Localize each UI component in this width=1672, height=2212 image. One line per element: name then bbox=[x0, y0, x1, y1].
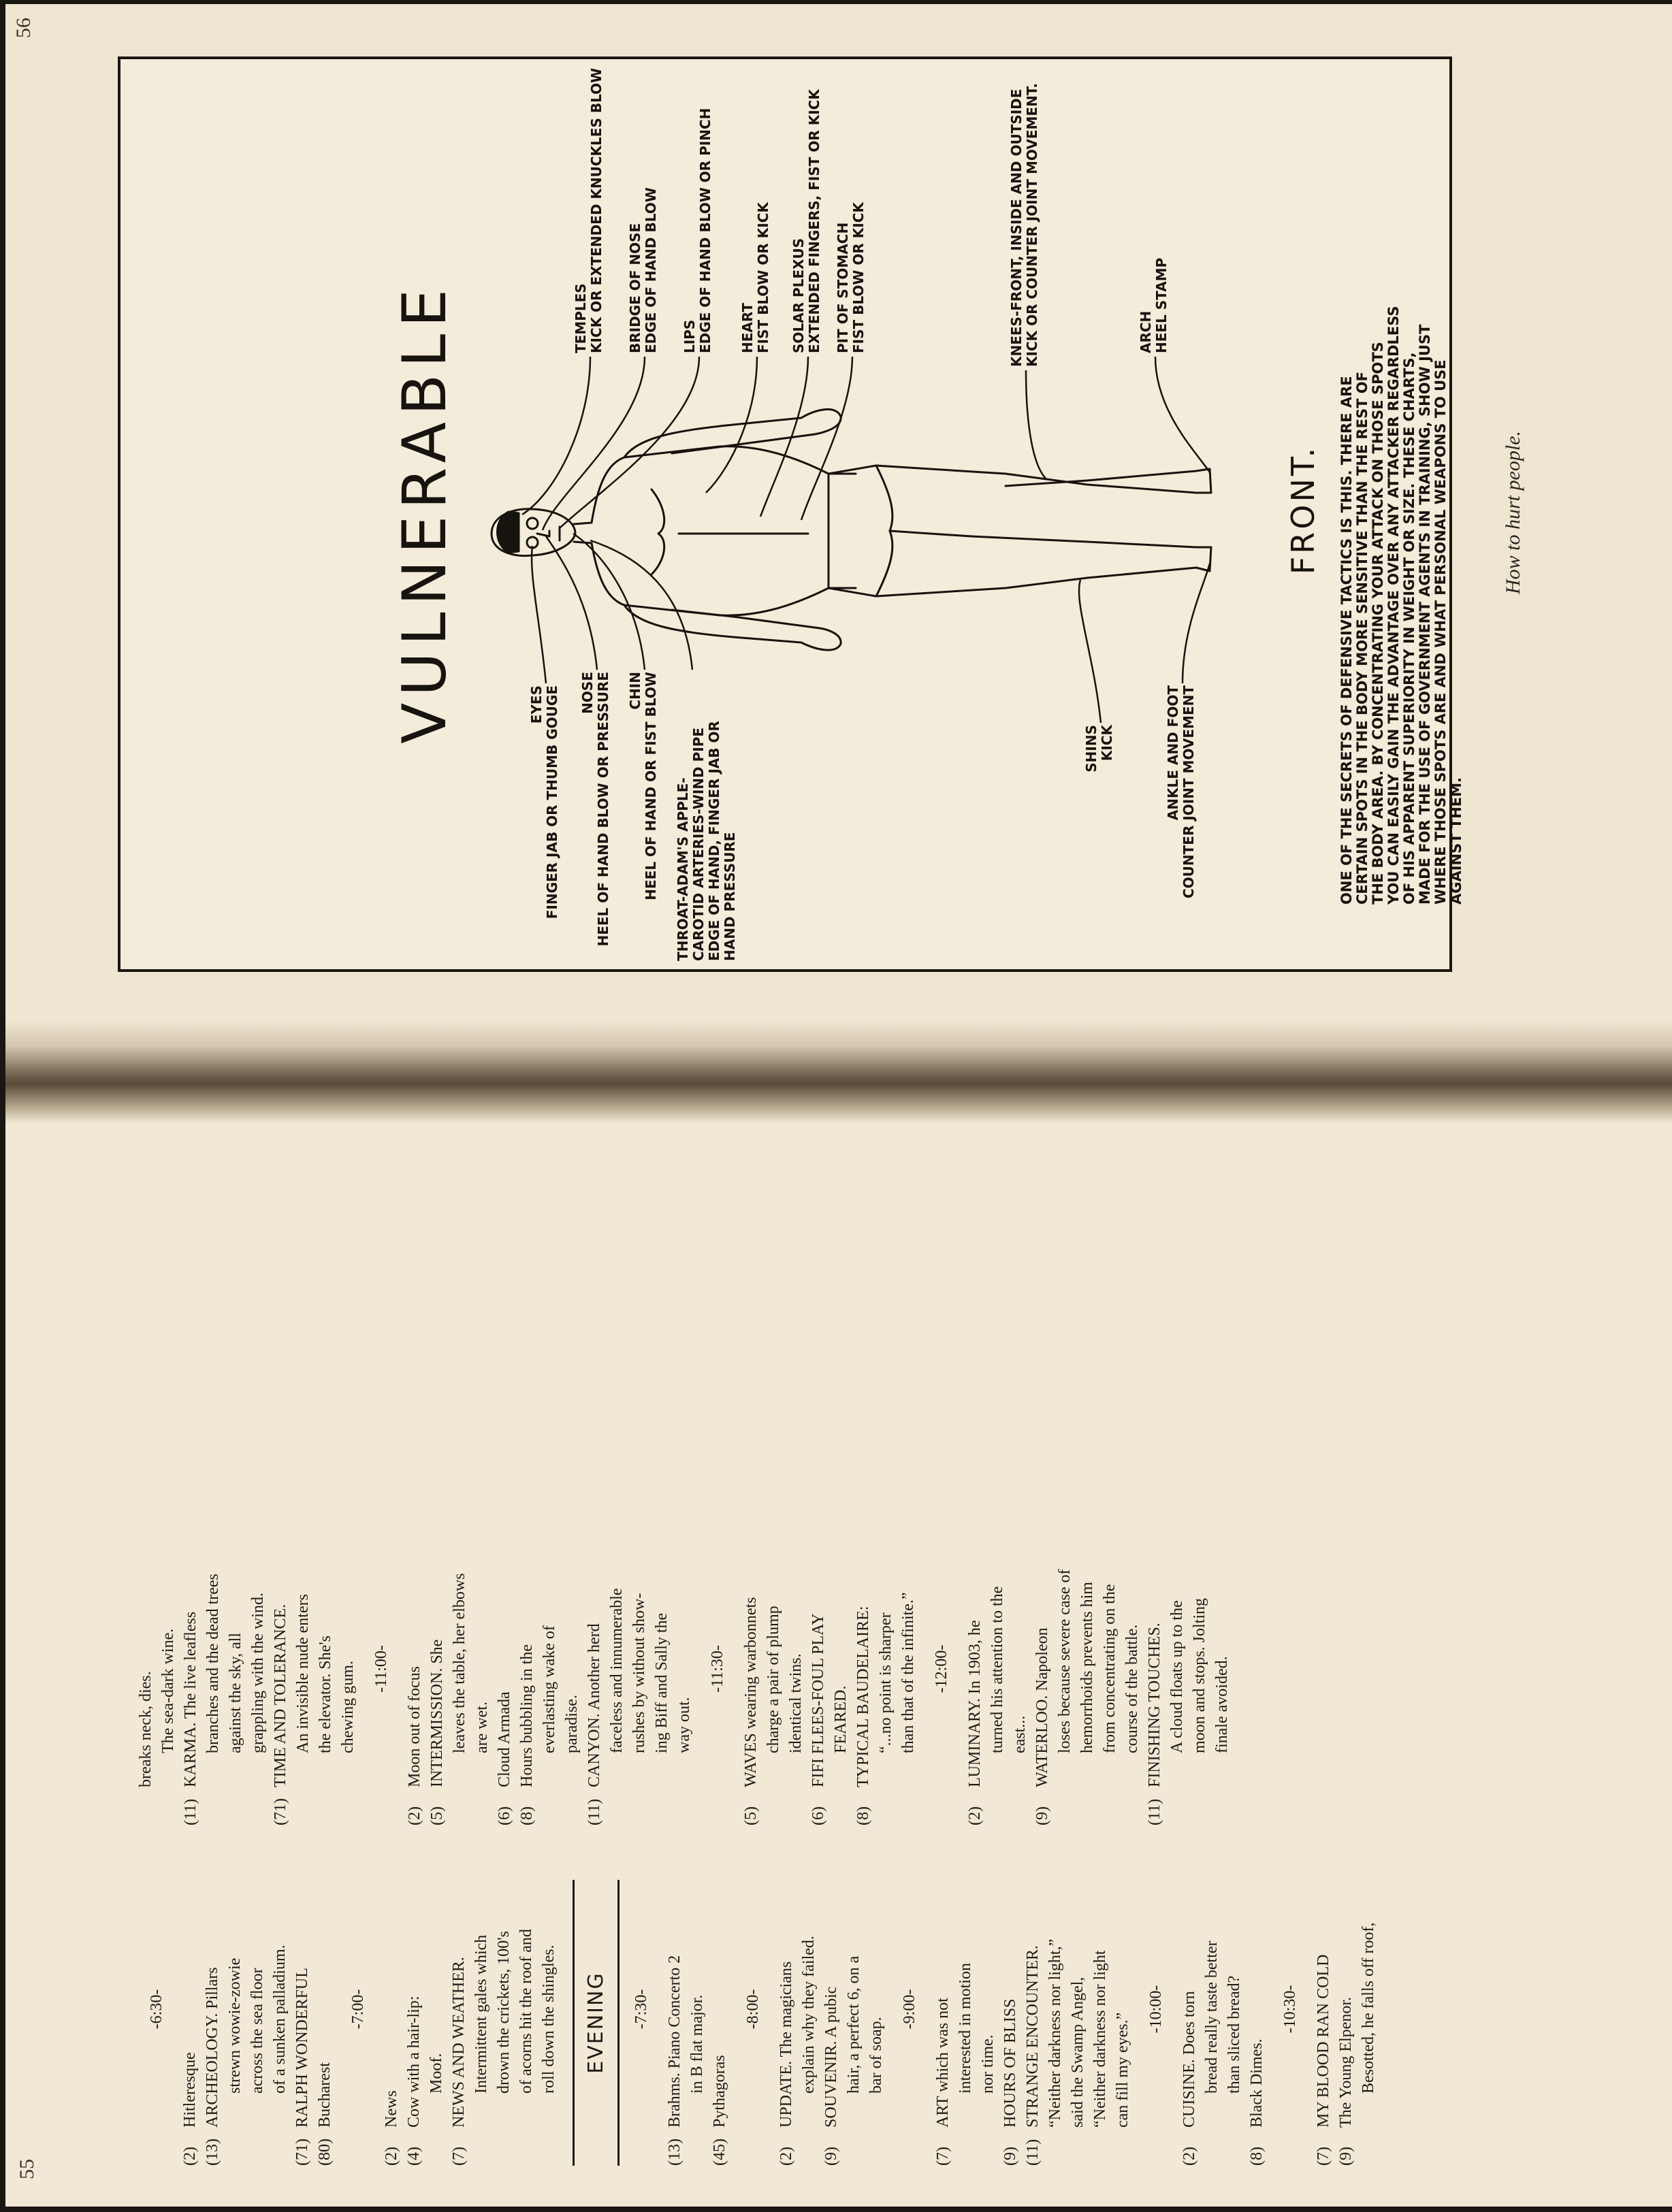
leader-lines bbox=[522, 357, 1210, 723]
program-line: explain why they failed. bbox=[800, 1936, 818, 2094]
program-line: FEARED. bbox=[832, 1685, 850, 1753]
program-line: strewn wowie-zowie bbox=[226, 1957, 244, 2094]
program-line: “Neither darkness nor light bbox=[1091, 1950, 1109, 2128]
program-line: grappling with the wind. bbox=[249, 1593, 267, 1753]
line-eyes bbox=[532, 546, 546, 683]
line-lips bbox=[560, 357, 699, 528]
program-line: WATERLOO. Napoleon bbox=[1033, 1627, 1051, 1787]
channel-number: (13) bbox=[666, 2138, 684, 2166]
page-number-56: 56 bbox=[12, 18, 35, 38]
program-text bbox=[291, 1880, 314, 2128]
program-line: east... bbox=[1011, 1715, 1029, 1753]
page-56 bbox=[5, 4, 1672, 1021]
program-line: WAVES wearing warbonnets bbox=[742, 1597, 760, 1787]
channel-number: (7) bbox=[934, 2147, 952, 2166]
label-temples: TEMPLES KICK OR EXTENDED KNUCKLES BLOW bbox=[573, 67, 605, 353]
program-line: ing Biff and Sally the bbox=[653, 1612, 671, 1753]
channel-number: (71) bbox=[272, 1798, 289, 1825]
program-text bbox=[583, 1540, 696, 1787]
time-slot: -7:00- bbox=[349, 1989, 367, 2030]
program-entry bbox=[932, 1880, 999, 2166]
program-line: STRANGE ENCOUNTER. bbox=[1024, 1945, 1042, 2128]
left-arm bbox=[624, 605, 841, 650]
program-line: Hitleresque bbox=[181, 2052, 199, 2128]
program-entry bbox=[516, 1540, 583, 1825]
program-text bbox=[807, 1540, 852, 1787]
body-figure bbox=[492, 409, 1211, 650]
program-text bbox=[1178, 1880, 1246, 2128]
program-line: can fill my eyes.” bbox=[1114, 2012, 1131, 2128]
channel-number: (11) bbox=[585, 1798, 603, 1825]
program-line: FINISHING TOUCHES. bbox=[1146, 1623, 1163, 1787]
time-slot: -10:30- bbox=[1281, 1985, 1299, 2034]
program-line: in B flat major. bbox=[688, 1994, 706, 2094]
program-line: moon and stops. Jolting bbox=[1191, 1597, 1208, 1753]
program-entry bbox=[1313, 1880, 1335, 2166]
figure-illustration bbox=[120, 59, 1449, 969]
program-line: rushes by without show- bbox=[630, 1593, 648, 1753]
program-line: course of the battle. bbox=[1123, 1624, 1141, 1753]
program-line: finale avoided. bbox=[1213, 1656, 1231, 1753]
channel-number: (13) bbox=[204, 2138, 221, 2166]
channel-number: (9) bbox=[822, 2147, 840, 2166]
program-text bbox=[932, 1880, 999, 2128]
program-text bbox=[516, 1540, 583, 1787]
line-knees bbox=[1026, 370, 1046, 479]
label-heart: HEART FIST BLOW OR KICK bbox=[739, 202, 771, 353]
program-text bbox=[426, 1540, 494, 1787]
program-line: faceless and innumerable bbox=[608, 1588, 626, 1753]
program-entry bbox=[583, 1540, 696, 1825]
program-line: hair, a perfect 6, on a bbox=[845, 1955, 863, 2094]
program-text bbox=[1246, 1880, 1268, 2128]
channel-number: (9) bbox=[1001, 2147, 1019, 2166]
program-line: Brahms. Piano Concerto 2 bbox=[666, 1955, 684, 2128]
program-entry bbox=[180, 1540, 270, 1825]
program-line: than that of the infinite.” bbox=[899, 1592, 917, 1753]
program-text bbox=[179, 1880, 202, 2128]
program-text bbox=[740, 1540, 807, 1787]
program-line: TIME AND TOLERANCE. bbox=[272, 1604, 289, 1787]
time-slot: -8:00- bbox=[744, 1989, 762, 2030]
channel-number: (2) bbox=[1180, 2147, 1198, 2166]
page-56-content bbox=[5, 4, 1672, 1021]
program-line: “...no point is sharper bbox=[877, 1612, 895, 1753]
program-line: bread really taste better bbox=[1203, 1940, 1221, 2094]
program-line: An invisible nude enters bbox=[294, 1594, 312, 1753]
label-arch: ARCH HEEL STAMP bbox=[1138, 257, 1170, 353]
program-line: are wet. bbox=[473, 1702, 491, 1753]
program-entry bbox=[807, 1540, 852, 1825]
time-slot: -9:00- bbox=[901, 1989, 918, 2030]
page-55-content bbox=[5, 1123, 1672, 2207]
program-entry bbox=[740, 1540, 807, 1825]
time-slot: -11:30- bbox=[709, 1645, 726, 1693]
program-line: against the sky, all bbox=[227, 1632, 244, 1753]
program-text bbox=[1313, 1880, 1335, 2128]
line-shins bbox=[1079, 580, 1101, 723]
channel-number: (2) bbox=[181, 2147, 199, 2166]
program-entry bbox=[1022, 1880, 1134, 2166]
program-line: Hours bubbling in the bbox=[518, 1644, 536, 1787]
line-chin bbox=[573, 534, 645, 670]
program-text bbox=[403, 1880, 448, 2128]
right-arm bbox=[624, 409, 841, 457]
program-text bbox=[202, 1880, 291, 2128]
program-line: nor time. bbox=[979, 2034, 997, 2094]
program-entry bbox=[1246, 1880, 1268, 2166]
program-line: Bucharest bbox=[316, 2062, 334, 2128]
program-entry bbox=[270, 1540, 359, 1825]
program-line: MY BLOOD RAN COLD bbox=[1315, 1954, 1332, 2128]
channel-number: (8) bbox=[1248, 2147, 1266, 2166]
program-line: of a sunken palladium. bbox=[271, 1945, 289, 2094]
explanation-paragraph: ONE OF THE SECRETS OF DEFENSIVE TACTICS IS THIS. THERE ARE CERTAIN SPOTS IN THE BODY MORE SENSITIVE THAN THE REST OF THE BODY AREA. BY CONCENTRATING YOUR ATTACK ON THOSE SPOTS YOU CAN EASILY GAIN THE ADVANTAGE OVER ANY ATTACKER REGARDLESS OF HIS APPARENT SUPERIORITY IN WEIGHT OR SIZE. THESE CHARTS, MADE FOR THE USE OF GOVERNMENT AGENTS IN TRAINING, SHOW JUST WHERE THOSE SPOTS ARE AND WHAT PERSONAL WEAPONS TO USE AGAINST THEM. bbox=[1338, 306, 1464, 905]
program-line: breaks neck, dies. bbox=[137, 1671, 155, 1787]
hair bbox=[498, 512, 519, 553]
program-line: Besotted, he falls off roof, bbox=[1360, 1922, 1377, 2094]
label-throat: THROAT-ADAM'S APPLE- CAROTID ARTERIES-WIND PIPE EDGE OF HAND, FINGER JAB OR HAND PRESSURE bbox=[675, 721, 738, 961]
book-gutter bbox=[5, 1021, 1672, 1123]
program-line: A cloud floats up to the bbox=[1168, 1600, 1186, 1753]
program-entry bbox=[775, 1880, 820, 2166]
program-line: bar of soap. bbox=[867, 2017, 885, 2094]
program-line: charge a pair of plump bbox=[765, 1606, 782, 1753]
time-slot: -12:00- bbox=[933, 1644, 950, 1693]
label-ankle: ANKLE AND FOOT COUNTER JOINT MOVEMENT bbox=[1165, 685, 1197, 899]
channel-number: (8) bbox=[854, 1806, 872, 1825]
channel-number: (6) bbox=[809, 1806, 827, 1825]
program-line: across the sea floor bbox=[248, 1968, 266, 2094]
nose-line bbox=[537, 531, 549, 536]
channel-number: (9) bbox=[1033, 1806, 1051, 1825]
program-line: News bbox=[383, 2090, 400, 2128]
channel-number: (2) bbox=[966, 1806, 984, 1825]
program-entry bbox=[494, 1540, 516, 1825]
program-entry bbox=[1335, 1880, 1380, 2166]
program-line: FIFI FLEES-FOUL PLAY bbox=[809, 1613, 827, 1787]
program-text bbox=[314, 1880, 336, 2128]
program-entry bbox=[852, 1540, 920, 1825]
program-line: Moon out of focus bbox=[406, 1666, 423, 1787]
program-line: loses because severe case of bbox=[1056, 1569, 1074, 1753]
program-line: said the Swamp Angel, bbox=[1069, 1977, 1087, 2128]
channel-number: (7) bbox=[450, 2147, 468, 2166]
program-line: turned his attention to the bbox=[988, 1586, 1006, 1753]
program-text bbox=[1335, 1880, 1380, 2128]
program-entry bbox=[448, 1880, 560, 2166]
program-text bbox=[709, 1880, 731, 2128]
program-entry bbox=[291, 1880, 314, 2166]
torso-right bbox=[592, 446, 856, 523]
program-text bbox=[999, 1880, 1022, 2128]
channel-number: (5) bbox=[428, 1806, 446, 1825]
program-text bbox=[964, 1540, 1031, 1787]
program-line: NEWS AND WEATHER. bbox=[450, 1957, 468, 2128]
chest-line bbox=[652, 489, 664, 574]
channel-number: (11) bbox=[1146, 1798, 1163, 1825]
program-entry bbox=[426, 1540, 494, 1825]
vulnerable-chart bbox=[118, 56, 1464, 972]
program-line: everlasting wake of bbox=[541, 1625, 558, 1753]
torso-left bbox=[592, 543, 856, 615]
program-line: of acorns hit the roof and bbox=[517, 1929, 535, 2094]
left-leg bbox=[876, 531, 1211, 596]
line-arch bbox=[1155, 357, 1210, 472]
program-text bbox=[448, 1880, 560, 2128]
program-line: Moof. bbox=[428, 2053, 445, 2094]
time-slot: -7:30- bbox=[632, 1989, 650, 2030]
program-text bbox=[135, 1540, 180, 1787]
channel-number: (9) bbox=[1337, 2147, 1355, 2166]
program-entry bbox=[179, 1880, 202, 2166]
program-entry bbox=[135, 1540, 180, 1825]
program-line: HOURS OF BLISS bbox=[1001, 1998, 1019, 2128]
program-line: Cloud Armada bbox=[496, 1691, 513, 1787]
right-eye bbox=[527, 518, 538, 529]
figure-caption: How to hurt people. bbox=[1502, 431, 1524, 594]
label-solar-plexus: SOLAR PLEXUS EXTENDED FINGERS, FIST OR KICK bbox=[790, 89, 822, 353]
label-knees: KNEES-FRONT, INSIDE AND OUTSIDE KICK OR COUNTER JOINT MOVEMENT. bbox=[1008, 82, 1040, 367]
program-line: SOUVENIR. A pubic bbox=[822, 1986, 840, 2128]
program-text bbox=[820, 1880, 888, 2128]
label-pit-of-stomach: PIT OF STOMACH FIST BLOW OR KICK bbox=[835, 202, 867, 353]
channel-number: (2) bbox=[383, 2147, 400, 2166]
program-line: The Young Elpenor. bbox=[1337, 1997, 1355, 2128]
program-entry bbox=[381, 1880, 403, 2166]
schedule-column-2 bbox=[135, 1540, 1234, 1825]
line-nose bbox=[546, 536, 597, 670]
channel-number: (11) bbox=[182, 1798, 199, 1825]
program-entry bbox=[964, 1540, 1031, 1825]
channel-number: (80) bbox=[316, 2138, 334, 2166]
program-text bbox=[404, 1540, 426, 1787]
program-text bbox=[1031, 1540, 1144, 1787]
program-text bbox=[180, 1540, 270, 1787]
section-divider bbox=[617, 1880, 620, 2166]
label-shins: SHINS KICK bbox=[1083, 725, 1115, 772]
channel-number: (71) bbox=[293, 2138, 311, 2166]
time-slot: -6:30- bbox=[148, 1989, 165, 2030]
program-entry bbox=[314, 1880, 336, 2166]
program-line: way out. bbox=[675, 1697, 693, 1753]
label-eyes: EYES FINGER JAB OR THUMB GOUGE bbox=[528, 685, 560, 920]
program-line: ART which was not bbox=[934, 1998, 952, 2128]
shorts bbox=[829, 466, 893, 596]
time-slot: -10:00- bbox=[1147, 1985, 1165, 2034]
label-nose: NOSE HEEL OF HAND BLOW OR PRESSURE bbox=[579, 672, 611, 947]
program-line: ARCHEOLOGY. Pillars bbox=[204, 1967, 221, 2128]
channel-number: (11) bbox=[1024, 2138, 1042, 2166]
time-slot: -11:00- bbox=[372, 1645, 390, 1693]
channel-number bbox=[135, 1787, 180, 1825]
program-line: from concentrating on the bbox=[1101, 1584, 1119, 1753]
channel-number: (2) bbox=[406, 1806, 423, 1825]
program-line: leaves the table, her elbows bbox=[451, 1573, 468, 1753]
program-entry bbox=[1178, 1880, 1246, 2166]
program-text bbox=[852, 1540, 920, 1787]
line-temples bbox=[522, 357, 590, 515]
program-line: Intermittent gales which bbox=[472, 1934, 490, 2094]
front-label: FRONT. bbox=[1285, 444, 1321, 575]
program-line: “Neither darkness nor light,” bbox=[1046, 1938, 1064, 2128]
line-bridge bbox=[543, 357, 645, 530]
channel-number: (2) bbox=[777, 2147, 795, 2166]
program-entry bbox=[403, 1880, 448, 2166]
program-text bbox=[775, 1880, 820, 2128]
program-text bbox=[1022, 1880, 1134, 2128]
program-text bbox=[1144, 1540, 1234, 1787]
program-line: than sliced bread? bbox=[1225, 1975, 1243, 2094]
program-text bbox=[270, 1540, 359, 1787]
line-stomach bbox=[801, 357, 852, 520]
program-line: Cow with a hair-lip: bbox=[405, 1996, 423, 2128]
program-entry bbox=[664, 1880, 709, 2166]
program-entry bbox=[820, 1880, 888, 2166]
program-line: roll down the shingles. bbox=[540, 1945, 558, 2094]
program-line: LUMINARY. In 1903, he bbox=[966, 1620, 984, 1787]
label-lips: LIPS EDGE OF HAND BLOW OR PINCH bbox=[681, 108, 713, 353]
program-entry bbox=[202, 1880, 291, 2166]
program-line: branches and the dead trees bbox=[204, 1574, 222, 1753]
program-entry bbox=[1144, 1540, 1234, 1825]
program-line: KARMA. The live leafless bbox=[182, 1611, 199, 1787]
channel-number: (6) bbox=[496, 1806, 513, 1825]
program-text bbox=[381, 1880, 403, 2128]
channel-number: (45) bbox=[711, 2138, 728, 2166]
program-line: identical twins. bbox=[787, 1653, 805, 1753]
line-ankle bbox=[1183, 564, 1210, 683]
program-line: INTERMISSION. She bbox=[428, 1639, 446, 1787]
section-heading-evening: EVENING bbox=[584, 1972, 608, 2074]
program-entry bbox=[404, 1540, 426, 1825]
program-line: chewing gum. bbox=[339, 1661, 357, 1753]
program-line: Pythagoras bbox=[711, 2055, 728, 2128]
program-line: interested in motion bbox=[956, 1963, 974, 2094]
program-line: CANYON. Another herd bbox=[585, 1623, 603, 1787]
right-leg bbox=[876, 466, 1211, 493]
program-line: paradise. bbox=[563, 1695, 581, 1753]
program-line: RALPH WONDERFUL bbox=[293, 1968, 311, 2128]
label-chin: CHIN HEEL OF HAND OR FIST BLOW bbox=[627, 672, 659, 900]
program-line: drown the crickets, 100's bbox=[495, 1931, 513, 2094]
page-55 bbox=[5, 1123, 1672, 2207]
program-entry bbox=[1031, 1540, 1144, 1825]
program-line: TYPICAL BAUDELAIRE: bbox=[854, 1606, 872, 1787]
program-line: CUISINE. Does torn bbox=[1180, 1991, 1198, 2128]
program-text bbox=[494, 1540, 516, 1787]
program-text bbox=[664, 1880, 709, 2128]
page-number-55: 55 bbox=[16, 2159, 38, 2179]
channel-number: (5) bbox=[742, 1806, 760, 1825]
channel-number: (4) bbox=[405, 2147, 423, 2166]
label-bridge-of-nose: BRIDGE OF NOSE EDGE OF HAND BLOW bbox=[627, 187, 659, 353]
schedule-column-1 bbox=[135, 1880, 1380, 2166]
chart-title: VULNERABLE bbox=[389, 282, 460, 744]
program-line: UPDATE. The magicians bbox=[777, 1961, 795, 2128]
program-line: Black Dimes. bbox=[1248, 2038, 1266, 2128]
program-line: hemorrhoids prevents him bbox=[1078, 1582, 1096, 1753]
channel-number: (8) bbox=[518, 1806, 536, 1825]
program-line: The sea-dark wine. bbox=[159, 1628, 177, 1753]
channel-number: (7) bbox=[1315, 2147, 1332, 2166]
program-entry bbox=[709, 1880, 731, 2166]
program-line: the elevator. She's bbox=[317, 1636, 334, 1753]
program-entry bbox=[999, 1880, 1022, 2166]
